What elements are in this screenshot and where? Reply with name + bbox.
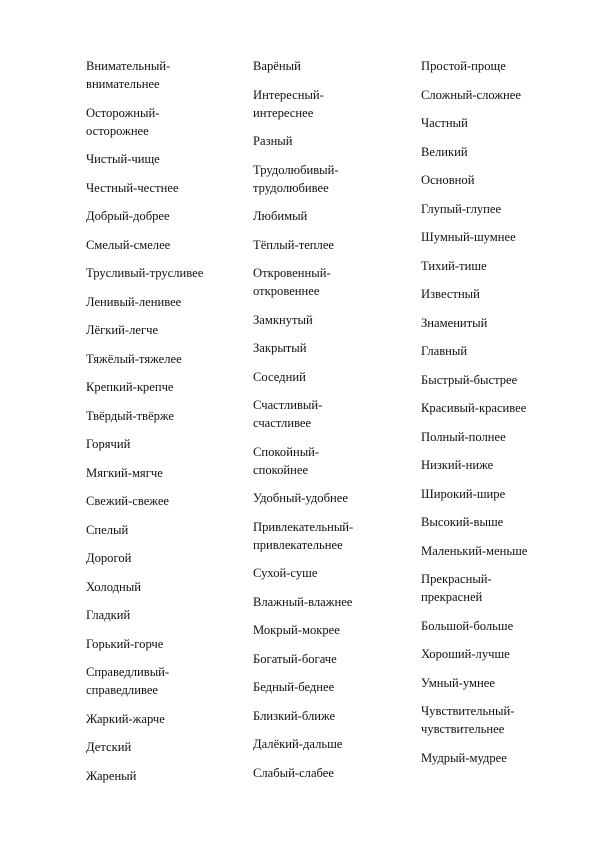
word-entry: Чистый-чище bbox=[86, 152, 160, 166]
word-entry: Большой-больше bbox=[421, 618, 514, 633]
word-entry: Горький-горче bbox=[86, 636, 164, 651]
word-entry: Прекрасный- прекрасней bbox=[421, 572, 492, 604]
word-entry: Интересный- интереснее bbox=[253, 87, 324, 120]
word-entry: Мокрый-мокрее bbox=[253, 623, 340, 637]
word-entry: Любимый bbox=[253, 209, 308, 223]
word-entry: Спелый bbox=[86, 522, 129, 537]
word-entry: Осторожный- осторожнее bbox=[86, 105, 160, 138]
word-entry: Гладкий bbox=[86, 608, 131, 622]
word-entry: Детский bbox=[86, 740, 132, 754]
word-entry: Варёный bbox=[253, 59, 301, 73]
word-entry: Основной bbox=[421, 173, 475, 187]
word-entry: Справедливый- справедливее bbox=[86, 665, 170, 697]
word-entry: Жаркий-жарче bbox=[86, 711, 165, 726]
word-entry: Соседний bbox=[253, 369, 306, 384]
word-entry: Чувствительный- чувствительнее bbox=[421, 704, 515, 736]
word-entry: Привлекательный- привлекательнее bbox=[253, 519, 354, 552]
word-entry: Откровенный- откровеннее bbox=[253, 266, 331, 298]
word-entry: Сухой-суше bbox=[253, 566, 318, 580]
word-entry: Честный-честнее bbox=[86, 180, 179, 195]
word-entry: Удобный-удобнее bbox=[253, 491, 348, 505]
word-entry: Свежий-свежее bbox=[86, 494, 170, 508]
word-entry: Дорогой bbox=[86, 551, 132, 565]
word-entry: Счастливый- счастливее bbox=[253, 398, 323, 430]
word-entry: Смелый-смелее bbox=[86, 237, 171, 252]
word-entry: Быстрый-быстрее bbox=[421, 372, 518, 387]
word-entry: Ленивый-ленивее bbox=[86, 294, 182, 309]
word-entry: Мягкий-мягче bbox=[86, 465, 163, 480]
word-entry: Влажный-влажнее bbox=[253, 594, 353, 609]
word-entry: Добрый-добрее bbox=[86, 209, 170, 223]
word-entry: Умный-умнее bbox=[421, 675, 495, 690]
word-entry: Крепкий-крепче bbox=[86, 380, 174, 394]
word-entry: Лёгкий-легче bbox=[86, 323, 159, 337]
word-entry: Маленький-меньше bbox=[421, 543, 528, 558]
word-entry: Знаменитый bbox=[421, 315, 488, 330]
word-entry: Близкий-ближе bbox=[253, 708, 336, 723]
word-entry: Полный-полнее bbox=[421, 429, 506, 444]
word-entry: Внимательный- внимательнее bbox=[86, 59, 171, 91]
word-entry: Сложный-сложнее bbox=[421, 87, 521, 102]
word-entry: Далёкий-дальше bbox=[253, 737, 343, 751]
word-entry: Трусливый-трусливее bbox=[86, 266, 204, 280]
word-entry: Известный bbox=[421, 287, 480, 301]
word-entry: Широкий-шире bbox=[421, 486, 506, 501]
word-entry: Простой-проще bbox=[421, 59, 506, 73]
word-entry: Красивый-красивее bbox=[421, 401, 527, 415]
word-entry: Тёплый-теплее bbox=[253, 237, 334, 252]
word-entry: Твёрдый-твёрже bbox=[86, 408, 174, 423]
word-entry: Холодный bbox=[86, 579, 141, 594]
word-column-3 bbox=[421, 57, 571, 777]
word-entry: Бедный-беднее bbox=[253, 680, 335, 694]
word-entry: Частный bbox=[421, 116, 468, 130]
word-column-1 bbox=[86, 57, 236, 795]
word-entry: Закрытый bbox=[253, 341, 307, 355]
word-entry: Шумный-шумнее bbox=[421, 230, 516, 244]
word-entry: Мудрый-мудрее bbox=[421, 750, 507, 765]
word-entry: Разный bbox=[253, 134, 293, 148]
word-entry: Жареный bbox=[86, 768, 137, 783]
word-entry: Тихий-тише bbox=[421, 258, 487, 273]
word-entry: Тяжёлый-тяжелее bbox=[86, 351, 182, 366]
word-entry: Глупый-глупее bbox=[421, 201, 502, 216]
word-entry: Богатый-богаче bbox=[253, 651, 337, 666]
word-entry: Трудолюбивый- трудолюбивее bbox=[253, 162, 339, 195]
word-entry: Спокойный- спокойнее bbox=[253, 444, 320, 477]
word-entry: Замкнутый bbox=[253, 312, 313, 327]
word-entry: Высокий-выше bbox=[421, 515, 504, 529]
word-entry: Хороший-лучше bbox=[421, 647, 510, 661]
word-entry: Горячий bbox=[86, 437, 131, 451]
word-column-2 bbox=[253, 57, 403, 792]
word-entry: Слабый-слабее bbox=[253, 765, 334, 780]
word-entry: Главный bbox=[421, 344, 468, 358]
word-entry: Низкий-ниже bbox=[421, 458, 494, 472]
word-entry: Великий bbox=[421, 144, 468, 159]
